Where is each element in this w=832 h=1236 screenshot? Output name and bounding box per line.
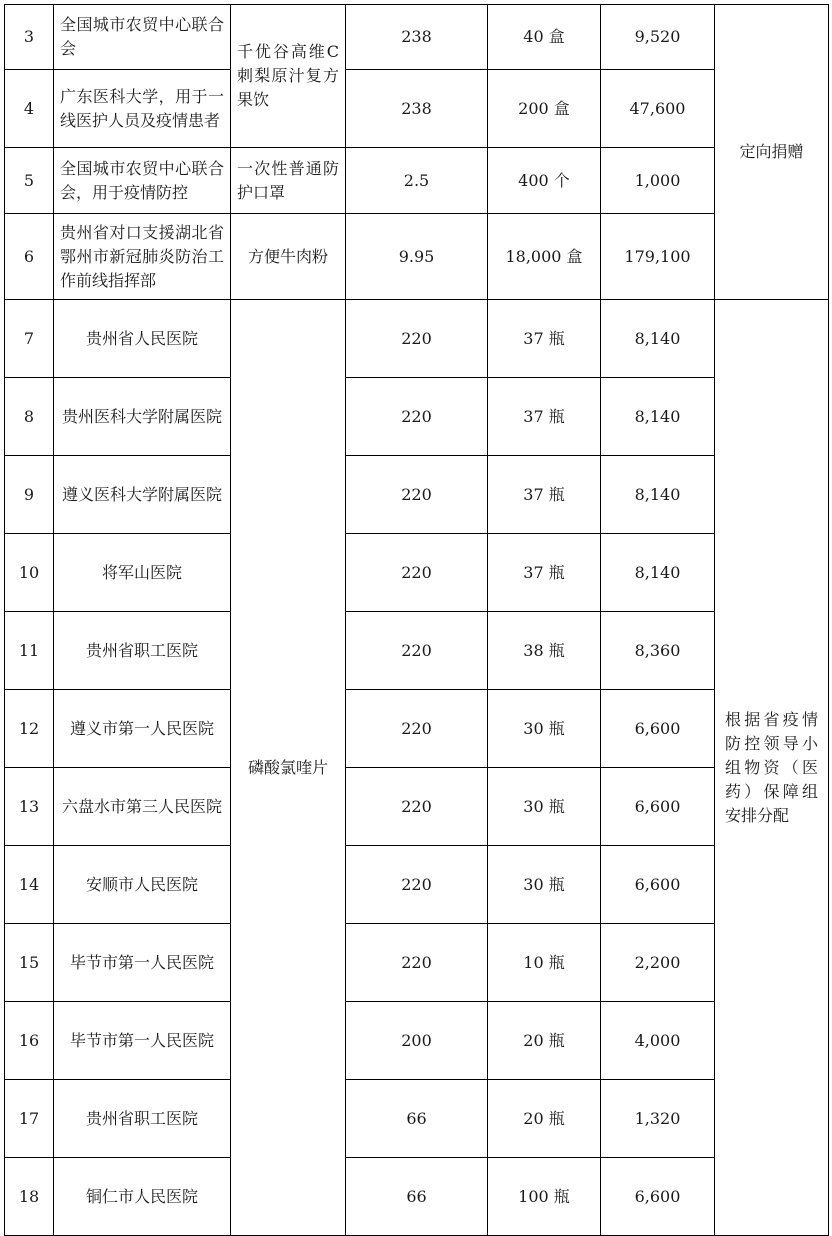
row-number: 9 — [5, 456, 54, 534]
row-number: 14 — [5, 846, 54, 924]
recipient-cell: 六盘水市第三人民医院 — [54, 768, 231, 846]
amount-cell: 9,520 — [601, 5, 715, 70]
quantity-cell: 30 瓶 — [488, 768, 601, 846]
table-row — [5, 5, 829, 70]
unit-price-cell: 220 — [346, 534, 488, 612]
unit-price-cell: 200 — [346, 1002, 488, 1080]
item-cell: 一次性普通防护口罩 — [231, 148, 346, 214]
row-number: 16 — [5, 1002, 54, 1080]
quantity-cell: 37 瓶 — [488, 300, 601, 378]
table-row — [5, 846, 829, 924]
row-number: 15 — [5, 924, 54, 1002]
recipient-cell: 贵州省职工医院 — [54, 1080, 231, 1158]
table-row — [5, 768, 829, 846]
unit-price-cell: 220 — [346, 846, 488, 924]
unit-price-cell: 220 — [346, 300, 488, 378]
quantity-cell: 100 瓶 — [488, 1158, 601, 1236]
table-row — [5, 148, 829, 214]
table-row — [5, 1158, 829, 1236]
amount-cell: 6,600 — [601, 768, 715, 846]
table-row — [5, 378, 829, 456]
row-number: 13 — [5, 768, 54, 846]
recipient-cell: 将军山医院 — [54, 534, 231, 612]
quantity-cell: 37 瓶 — [488, 534, 601, 612]
table-row — [5, 690, 829, 768]
recipient-cell: 贵州医科大学附属医院 — [54, 378, 231, 456]
recipient-cell: 遵义市第一人民医院 — [54, 690, 231, 768]
unit-price-cell: 220 — [346, 378, 488, 456]
table-row — [5, 534, 829, 612]
recipient-cell: 毕节市第一人民医院 — [54, 924, 231, 1002]
row-number: 7 — [5, 300, 54, 378]
row-number: 10 — [5, 534, 54, 612]
row-number: 12 — [5, 690, 54, 768]
quantity-cell: 20 瓶 — [488, 1080, 601, 1158]
amount-cell: 8,360 — [601, 612, 715, 690]
amount-cell: 4,000 — [601, 1002, 715, 1080]
amount-cell: 2,200 — [601, 924, 715, 1002]
unit-price-cell: 66 — [346, 1080, 488, 1158]
unit-price-cell: 220 — [346, 612, 488, 690]
remark-cell: 定向捐赠 — [715, 5, 829, 300]
unit-price-cell: 220 — [346, 768, 488, 846]
unit-price-cell: 238 — [346, 70, 488, 148]
unit-price-cell: 9.95 — [346, 214, 488, 300]
row-number: 8 — [5, 378, 54, 456]
amount-cell: 179,100 — [601, 214, 715, 300]
row-number: 3 — [5, 5, 54, 70]
row-number: 6 — [5, 214, 54, 300]
donation-table — [4, 4, 829, 1236]
amount-cell: 1,000 — [601, 148, 715, 214]
table-row — [5, 1002, 829, 1080]
quantity-cell: 400 个 — [488, 148, 601, 214]
recipient-cell: 贵州省对口支援湖北省鄂州市新冠肺炎防治工作前线指挥部 — [54, 214, 231, 300]
quantity-cell: 18,000 盒 — [488, 214, 601, 300]
amount-cell: 47,600 — [601, 70, 715, 148]
quantity-cell: 40 盒 — [488, 5, 601, 70]
recipient-cell: 广东医科大学，用于一线医护人员及疫情患者 — [54, 70, 231, 148]
item-cell: 千优谷高维C刺梨原汁复方果饮 — [231, 5, 346, 148]
unit-price-cell: 220 — [346, 690, 488, 768]
table-row — [5, 612, 829, 690]
table-row — [5, 214, 829, 300]
recipient-cell: 毕节市第一人民医院 — [54, 1002, 231, 1080]
item-cell: 磷酸氯喹片 — [231, 300, 346, 1236]
table-row — [5, 1080, 829, 1158]
amount-cell: 8,140 — [601, 456, 715, 534]
quantity-cell: 37 瓶 — [488, 456, 601, 534]
unit-price-cell: 238 — [346, 5, 488, 70]
remark-cell: 根据省疫情防控领导小组物资（医药）保障组安排分配 — [715, 300, 829, 1236]
quantity-cell: 200 盒 — [488, 70, 601, 148]
amount-cell: 6,600 — [601, 846, 715, 924]
recipient-cell: 全国城市农贸中心联合会 — [54, 5, 231, 70]
unit-price-cell: 2.5 — [346, 148, 488, 214]
table-row — [5, 456, 829, 534]
amount-cell: 1,320 — [601, 1080, 715, 1158]
row-number: 17 — [5, 1080, 54, 1158]
table-row — [5, 924, 829, 1002]
recipient-cell: 遵义医科大学附属医院 — [54, 456, 231, 534]
row-number: 4 — [5, 70, 54, 148]
recipient-cell: 铜仁市人民医院 — [54, 1158, 231, 1236]
amount-cell: 6,600 — [601, 1158, 715, 1236]
quantity-cell: 10 瓶 — [488, 924, 601, 1002]
amount-cell: 8,140 — [601, 300, 715, 378]
table-row — [5, 70, 829, 148]
unit-price-cell: 220 — [346, 456, 488, 534]
recipient-cell: 贵州省人民医院 — [54, 300, 231, 378]
quantity-cell: 20 瓶 — [488, 1002, 601, 1080]
quantity-cell: 38 瓶 — [488, 612, 601, 690]
quantity-cell: 30 瓶 — [488, 846, 601, 924]
row-number: 18 — [5, 1158, 54, 1236]
row-number: 11 — [5, 612, 54, 690]
quantity-cell: 30 瓶 — [488, 690, 601, 768]
table-row — [5, 300, 829, 378]
unit-price-cell: 66 — [346, 1158, 488, 1236]
recipient-cell: 安顺市人民医院 — [54, 846, 231, 924]
unit-price-cell: 220 — [346, 924, 488, 1002]
row-number: 5 — [5, 148, 54, 214]
quantity-cell: 37 瓶 — [488, 378, 601, 456]
amount-cell: 8,140 — [601, 534, 715, 612]
amount-cell: 6,600 — [601, 690, 715, 768]
recipient-cell: 全国城市农贸中心联合会，用于疫情防控 — [54, 148, 231, 214]
amount-cell: 8,140 — [601, 378, 715, 456]
recipient-cell: 贵州省职工医院 — [54, 612, 231, 690]
item-cell: 方便牛肉粉 — [231, 214, 346, 300]
